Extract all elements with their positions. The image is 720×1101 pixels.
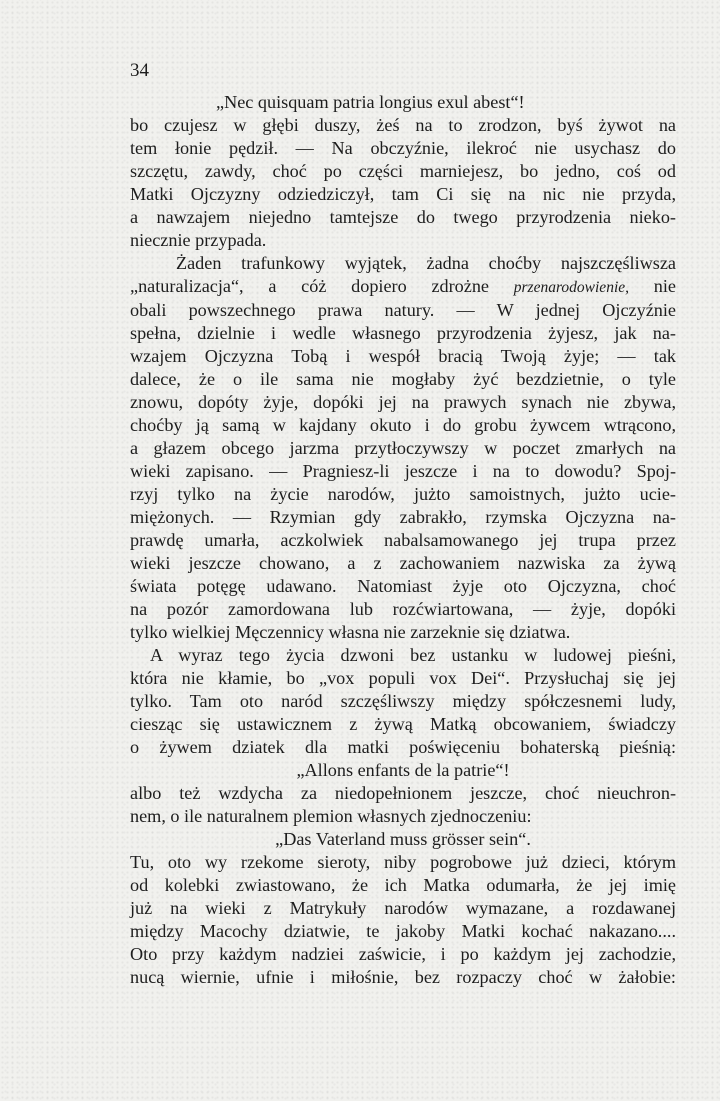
text-line: bo czujesz w głębi duszy, żeś na to zrodzon, byś żywot na: [130, 115, 676, 135]
text-line: która nie kłamie, bo „vox populi vox Dei“. Przysłuchaj się jej: [130, 668, 676, 688]
text-line: tylko. Tam oto naród szczęśliwszy między spółczesnemi ludy,: [130, 691, 676, 711]
text-line: rzyj tylko na życie narodów, jużto samoistnych, jużto ucie-: [130, 484, 676, 504]
text-line: niecznie przypada.: [130, 230, 267, 250]
text-line: wzajem Ojczyzna Tobą i wespół bracią Twoją żyje; — tak: [130, 346, 676, 366]
body-text: [130, 91, 676, 989]
text-line: o żywem dziatek dla matki poświęceniu bohaterską pieśnią:: [130, 737, 676, 757]
text-line: Żaden trafunkowy wyjątek, żadna choćby najszczęśliwsza: [176, 253, 676, 273]
text-line: znowu, dopóty żyje, dopóki jej na prawych synach nie zbywa,: [130, 392, 676, 412]
text-line: na pozór zamordowana lub rozćwiartowana, — żyje, dopóki: [130, 599, 676, 619]
text-line: prawdę umarła, aczkolwiek nabalsamowanego jej trupa przez: [130, 530, 676, 550]
text-line: Tu, oto wy rzekome sieroty, niby pogrobowe już dzieci, którym: [130, 852, 676, 872]
text-line: tem łonie pędził. — Na obczyźnie, ilekroć nie usychasz do: [130, 138, 676, 158]
text-line: obali powszechnego prawa natury. — W jednej Ojczyźnie: [130, 300, 676, 320]
text-line: od kolebki zwiastowano, że ich Matka odumarła, że jej imię: [130, 875, 676, 895]
italic-word: przenarodowienie,: [513, 279, 630, 296]
text-line: „Allons enfants de la patrie“!: [296, 760, 510, 780]
text-line: nucą wiernie, ufnie i miłośnie, bez rozpaczy choć w żałobie:: [130, 967, 676, 987]
text-line: a głazem obcego jarzma przytłoczywszy w poczet zmarłych na: [130, 438, 676, 458]
text-line: wieki zapisano. — Pragniesz-li jeszcze i na to dowodu? Spoj-: [130, 461, 676, 481]
text-line: szczętu, zawdy, choć po części marniejesz, bo jedno, coś od: [130, 161, 676, 181]
text-line: wieki jeszcze chowano, a z zachowaniem nazwiska za żywą: [130, 553, 676, 573]
text-line: choćby ją samą w kajdany okuto i do grobu żywcem wtrącono,: [130, 415, 676, 435]
text-line: ciesząc się ustawicznem z żywą Matką obcowaniem, świadczy: [130, 714, 676, 734]
text-line: a nawzajem niejedno tamtejsze do twego przyrodzenia nieko-: [130, 207, 676, 227]
text-line: tylko wielkiej Męczennicy własna nie zarzeknie się dziatwa.: [130, 622, 571, 642]
page-number: 34: [130, 60, 149, 81]
text-line: spełna, dzielnie i wedle własnego przyrodzenia żyjesz, jak na-: [130, 323, 676, 343]
text-line: „naturalizacja“, a cóż dopiero zdrożne przenarodowienie, nie: [130, 276, 676, 296]
text-line: nem, o ile naturalnem plemion własnych zjednoczeniu:: [130, 806, 532, 826]
text-line: miężonych. — Rzymian gdy zabrakło, rzymska Ojczyzna na-: [130, 507, 676, 527]
text-line: świata potęgę udawano. Natomiast żyje oto Ojczyzna, choć: [130, 576, 676, 596]
text-line: A wyraz tego życia dzwoni bez ustanku w ludowej pieśni,: [150, 645, 676, 665]
text-line: dalece, że o ile sama nie mogłaby żyć bezdzietnie, o tyle: [130, 369, 676, 389]
text-line: „Das Vaterland muss grösser sein“.: [275, 829, 531, 849]
text-line: już na wieki z Matrykuły narodów wymazane, a rozdawanej: [130, 898, 676, 918]
text-line: między Macochy dziatwie, te jakoby Matki kochać nakazano....: [130, 921, 676, 941]
text-line: „Nec quisquam patria longius exul abest“!: [216, 92, 525, 112]
text-line: albo też wzdycha za niedopełnionem jeszcze, choć nieuchron-: [130, 783, 676, 803]
text-line: Oto przy każdym nadziei zaświcie, i po każdym jej zachodzie,: [130, 944, 676, 964]
text-line: Matki Ojczyzny odziedziczył, tam Ci się na nic nie przyda,: [130, 184, 676, 204]
